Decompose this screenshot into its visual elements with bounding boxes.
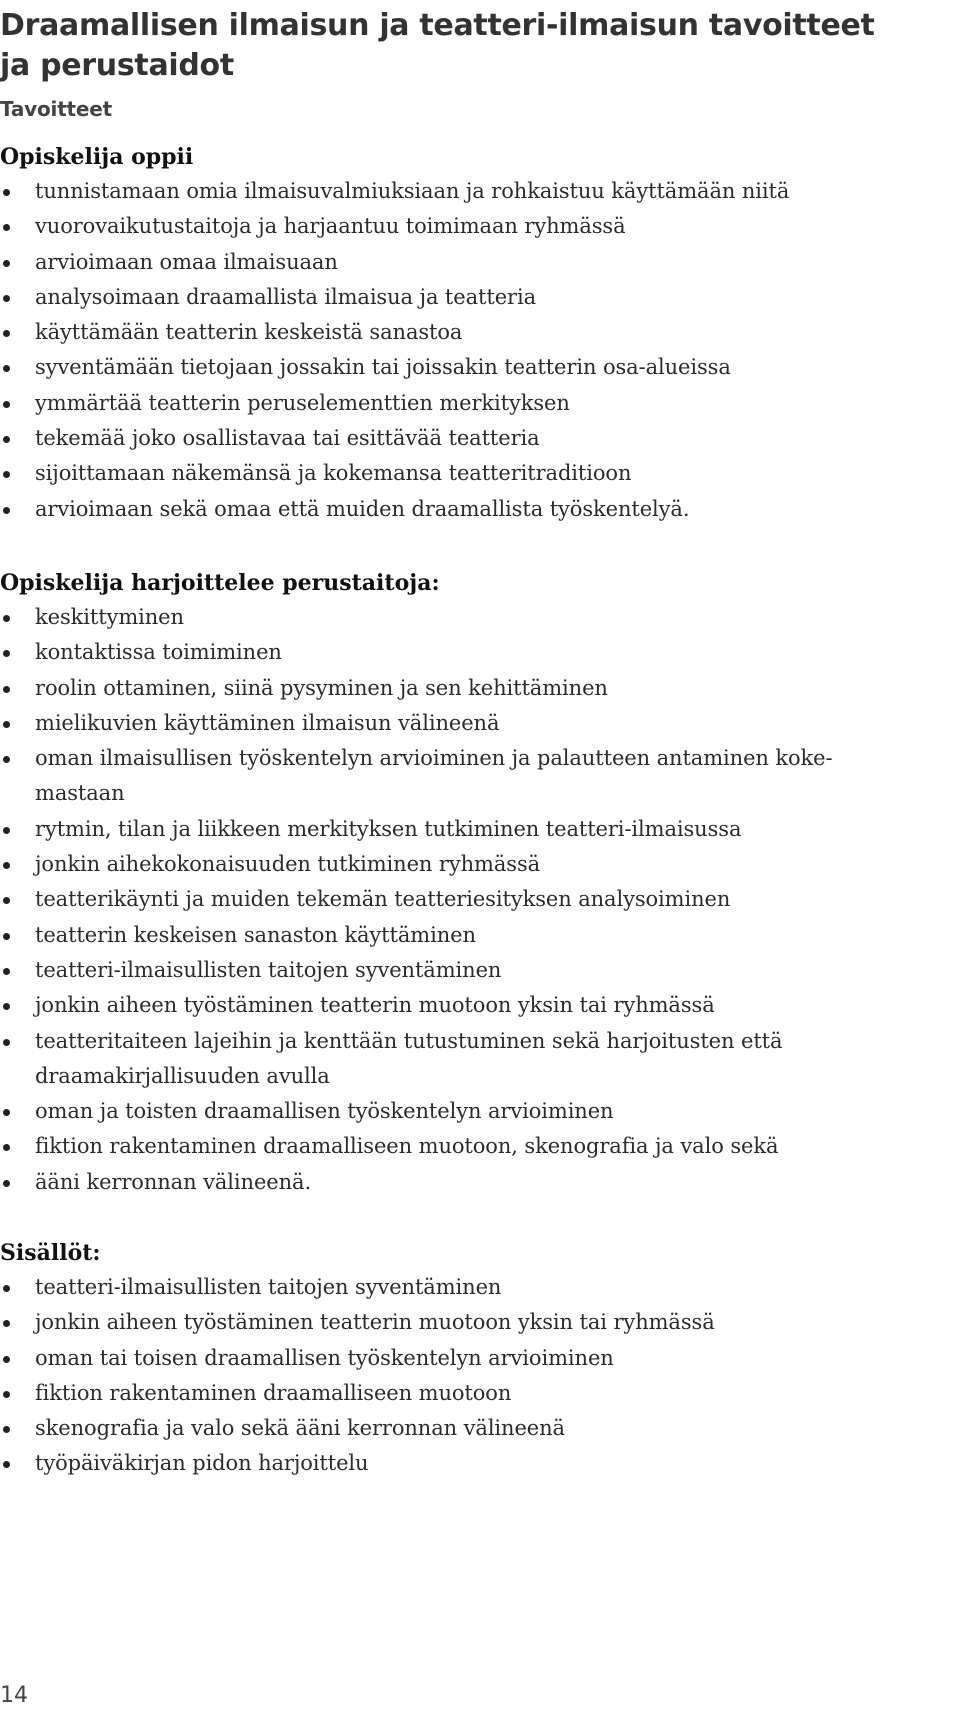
list-item bbox=[0, 386, 950, 421]
list-item-text: käyttämään teatterin keskeistä sanastoa bbox=[35, 320, 463, 345]
list-item-text: jonkin aihekokonaisuuden tutkiminen ryhmässä bbox=[35, 852, 541, 877]
bullet-icon bbox=[3, 756, 10, 763]
bullet-icon bbox=[3, 933, 10, 940]
list-item-text: tunnistamaan omia ilmaisuvalmiuksiaan ja rohkaistuu käyttämään niitä bbox=[35, 179, 790, 203]
list-item bbox=[0, 245, 950, 280]
list-item-text: teatterikäynti ja muiden tekemän teatteriesityksen analysoiminen bbox=[35, 887, 731, 912]
page-subtitle: Tavoitteet bbox=[0, 97, 113, 121]
list-item bbox=[0, 350, 950, 385]
contents-heading: Sisällöt: bbox=[0, 1240, 101, 1266]
goals-heading: Opiskelija oppii bbox=[0, 144, 194, 170]
goals-list bbox=[0, 174, 950, 527]
bullet-icon bbox=[3, 862, 10, 869]
list-item bbox=[0, 280, 950, 315]
goals-section bbox=[0, 140, 950, 527]
list-item-text: työpäiväkirjan pidon harjoittelu bbox=[35, 1451, 369, 1476]
list-item bbox=[0, 456, 950, 491]
page-title: Draamallisen ilmaisun ja teatteri-ilmaisun tavoitteet ja perustaidot bbox=[0, 8, 875, 83]
list-item bbox=[0, 209, 950, 244]
list-item-text: skenografia ja valo sekä ääni kerronnan välineenä bbox=[35, 1416, 565, 1441]
list-item bbox=[0, 1411, 950, 1446]
bullet-icon bbox=[3, 1039, 10, 1046]
list-item bbox=[0, 741, 950, 812]
list-item-text: kontaktissa toimiminen bbox=[35, 640, 282, 665]
bullet-icon bbox=[3, 968, 10, 975]
list-item-text: oman tai toisen draamallisen työskentelyn arvioiminen bbox=[35, 1345, 614, 1370]
list-item bbox=[0, 812, 950, 847]
list-item-text: sijoittamaan näkemänsä ja kokemansa teatteritraditioon bbox=[35, 461, 632, 486]
list-item-text: jonkin aiheen työstäminen teatterin muotoon yksin tai ryhmässä bbox=[35, 1310, 715, 1335]
list-item-text: syventämään tietojaan jossakin tai joissakin teatterin osa-alueissa bbox=[35, 355, 731, 380]
list-item-text: tekemää joko osallistavaa tai esittävää teatteria bbox=[35, 426, 540, 451]
list-item bbox=[0, 953, 950, 988]
bullet-icon bbox=[3, 1356, 10, 1363]
list-item-text: teatterin keskeisen sanaston käyttäminen bbox=[35, 922, 476, 947]
bullet-icon bbox=[3, 721, 10, 728]
list-item-text: oman ilmaisullisen työskentelyn arvioiminen ja palautteen antaminen koke- mastaan bbox=[35, 746, 833, 806]
list-item bbox=[0, 315, 950, 350]
list-item-text: rytmin, tilan ja liikkeen merkityksen tutkiminen teatteri-ilmaisussa bbox=[35, 816, 742, 841]
bullet-icon bbox=[3, 1461, 10, 1468]
bullet-icon bbox=[3, 471, 10, 478]
bullet-icon bbox=[3, 295, 10, 302]
bullet-icon bbox=[3, 260, 10, 267]
list-item bbox=[0, 1165, 950, 1200]
list-item bbox=[0, 1341, 950, 1376]
list-item bbox=[0, 174, 950, 209]
list-item bbox=[0, 1305, 950, 1340]
list-item-text: arvioimaan sekä omaa että muiden draamallista työskentelyä. bbox=[35, 496, 690, 521]
list-item bbox=[0, 1376, 950, 1411]
list-item bbox=[0, 1094, 950, 1129]
bullet-icon bbox=[3, 897, 10, 904]
bullet-icon bbox=[3, 189, 10, 196]
bullet-icon bbox=[3, 1426, 10, 1433]
list-item bbox=[0, 706, 950, 741]
list-item-text: ymmärtää teatterin peruselementtien merkityksen bbox=[35, 390, 570, 415]
bullet-icon bbox=[3, 686, 10, 693]
list-item-text: vuorovaikutustaitoja ja harjaantuu toimimaan ryhmässä bbox=[35, 214, 626, 239]
list-item-text: fiktion rakentaminen draamalliseen muotoon bbox=[35, 1380, 512, 1405]
bullet-icon bbox=[3, 1109, 10, 1116]
list-item bbox=[0, 600, 950, 635]
bullet-icon bbox=[3, 1391, 10, 1398]
list-item bbox=[0, 671, 950, 706]
list-item bbox=[0, 847, 950, 882]
list-item bbox=[0, 635, 950, 670]
skills-section bbox=[0, 566, 950, 1200]
bullet-icon bbox=[3, 401, 10, 408]
bullet-icon bbox=[3, 650, 10, 657]
bullet-icon bbox=[3, 1180, 10, 1187]
bullet-icon bbox=[3, 1003, 10, 1010]
page-number: 14 bbox=[0, 1683, 28, 1708]
list-item bbox=[0, 1024, 950, 1095]
bullet-icon bbox=[3, 365, 10, 372]
list-item bbox=[0, 988, 950, 1023]
list-item-text: fiktion rakentaminen draamalliseen muotoon, skenografia ja valo sekä bbox=[35, 1134, 779, 1159]
list-item-text: jonkin aiheen työstäminen teatterin muotoon yksin tai ryhmässä bbox=[35, 993, 715, 1018]
bullet-icon bbox=[3, 1285, 10, 1292]
bullet-icon bbox=[3, 436, 10, 443]
bullet-icon bbox=[3, 1320, 10, 1327]
list-item bbox=[0, 882, 950, 917]
list-item bbox=[0, 1270, 950, 1305]
contents-list bbox=[0, 1270, 950, 1482]
list-item bbox=[0, 1446, 950, 1481]
list-item-text: roolin ottaminen, siinä pysyminen ja sen kehittäminen bbox=[35, 675, 608, 700]
list-item-text: teatteritaiteen lajeihin ja kenttään tutustuminen sekä harjoitusten että draamakirjallisuuden avulla bbox=[35, 1028, 783, 1088]
list-item-text: teatteri-ilmaisullisten taitojen syventäminen bbox=[35, 1275, 502, 1299]
list-item-text: arvioimaan omaa ilmaisuaan bbox=[35, 249, 338, 274]
skills-list bbox=[0, 600, 950, 1200]
list-item bbox=[0, 421, 950, 456]
list-item-text: keskittyminen bbox=[35, 605, 184, 629]
list-item bbox=[0, 918, 950, 953]
skills-heading: Opiskelija harjoittelee perustaitoja: bbox=[0, 570, 440, 596]
list-item bbox=[0, 1129, 950, 1164]
bullet-icon bbox=[3, 615, 10, 622]
list-item-text: oman ja toisten draamallisen työskentelyn arvioiminen bbox=[35, 1099, 614, 1124]
list-item-text: mielikuvien käyttäminen ilmaisun välineenä bbox=[35, 710, 500, 735]
bullet-icon bbox=[3, 1144, 10, 1151]
list-item bbox=[0, 492, 950, 527]
bullet-icon bbox=[3, 827, 10, 834]
bullet-icon bbox=[3, 507, 10, 514]
list-item-text: ääni kerronnan välineenä. bbox=[35, 1169, 312, 1194]
bullet-icon bbox=[3, 224, 10, 231]
bullet-icon bbox=[3, 330, 10, 337]
list-item-text: teatteri-ilmaisullisten taitojen syventäminen bbox=[35, 957, 502, 982]
contents-section bbox=[0, 1236, 950, 1482]
list-item-text: analysoimaan draamallista ilmaisua ja teatteria bbox=[35, 284, 537, 309]
